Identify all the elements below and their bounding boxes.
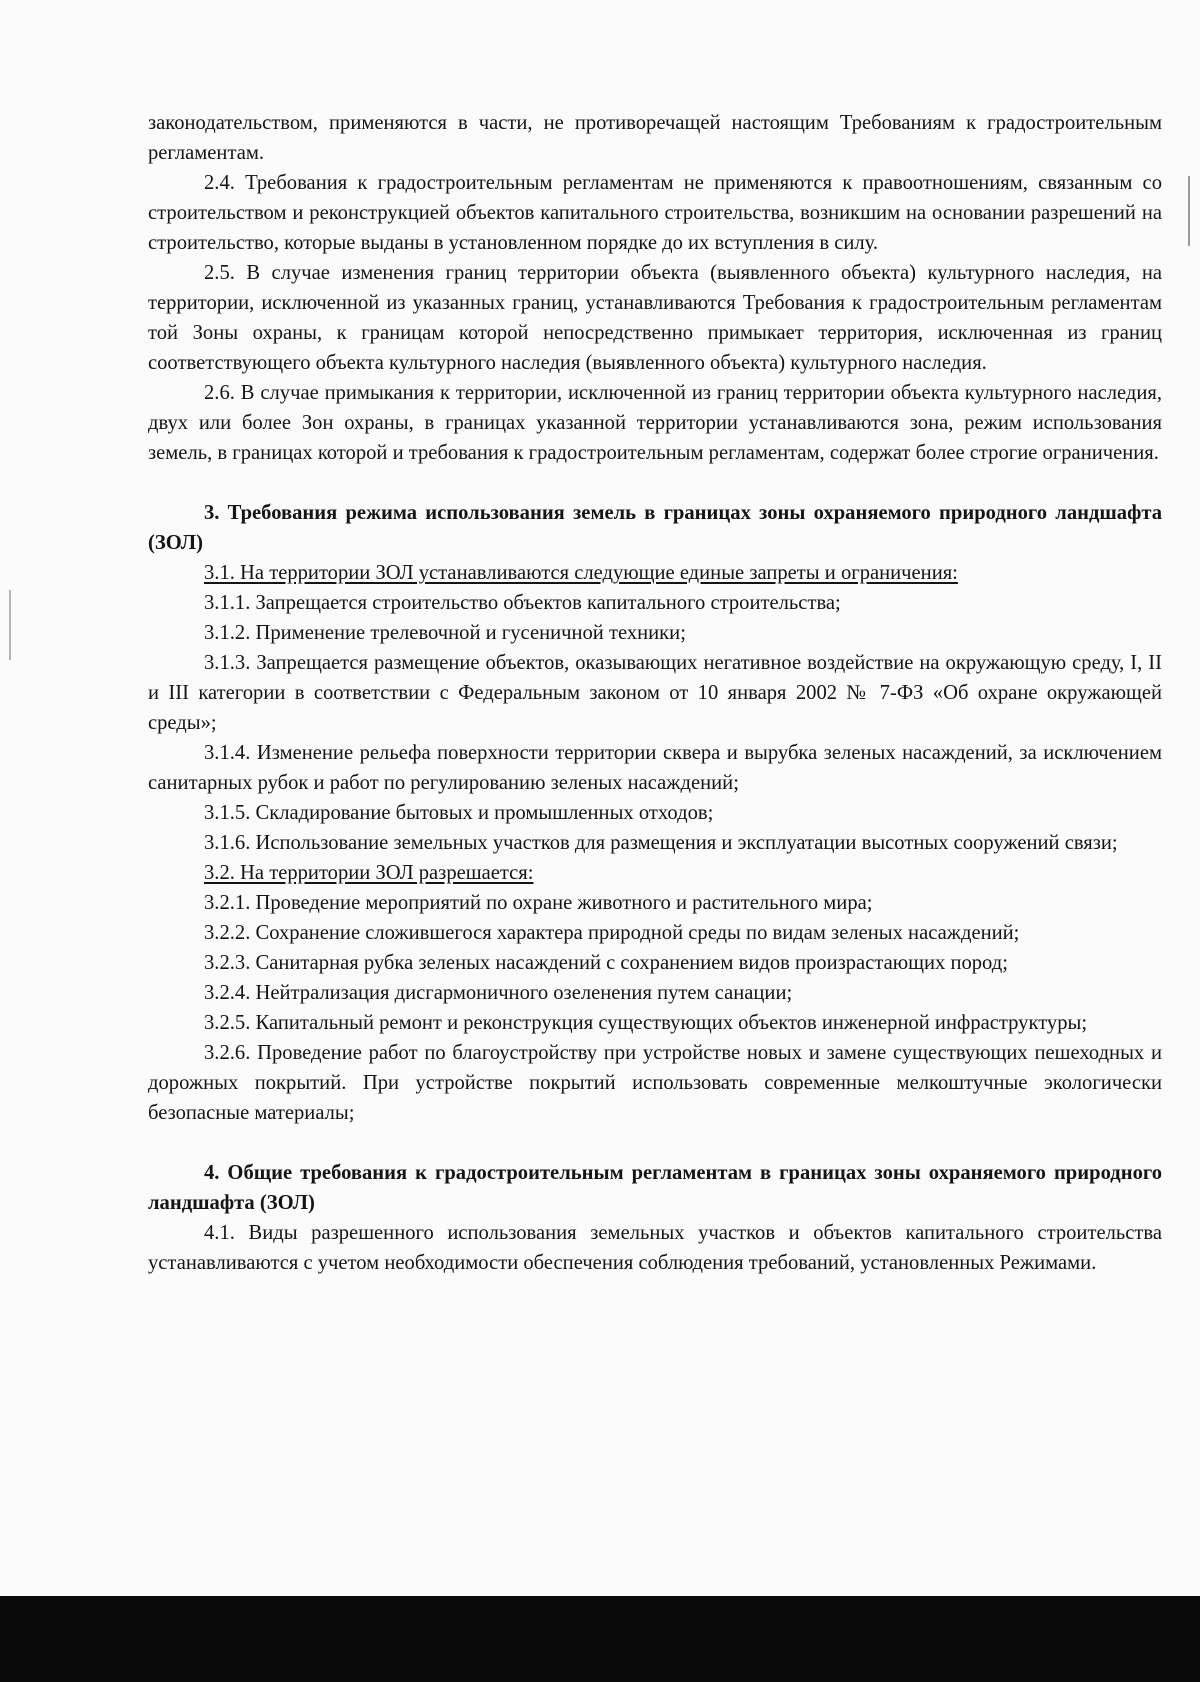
paragraph-3-1-4: 3.1.4. Изменение рельефа поверхности территории сквера и вырубка зеленых насаждений, за исключением санитарных рубок и работ по регулированию зеленых насаждений; <box>148 742 1162 794</box>
paragraph-3-1-5: 3.1.5. Складирование бытовых и промышленных отходов; <box>204 802 714 824</box>
section-4-heading: 4. Общие требования к градостроительным регламентам в границах зоны охраняемого природного ландшафта (ЗОЛ) <box>148 1162 1162 1214</box>
subsection-3-2-title: 3.2. На территории ЗОЛ разрешается: <box>204 862 534 884</box>
section-3-heading: 3. Требования режима использования земель в границах зоны охраняемого природного ландшафта (ЗОЛ) <box>148 502 1162 554</box>
paragraph-3-2-2: 3.2.2. Сохранение сложившегося характера природной среды по видам зеленых насаждений; <box>204 922 1020 944</box>
paragraph-3-1-1: 3.1.1. Запрещается строительство объектов капитального строительства; <box>204 592 841 614</box>
paragraph-3-1-3: 3.1.3. Запрещается размещение объектов, оказывающих негативное воздействие на окружающую среду, I, II и III категории в соответствии с Федеральным законом от 10 января 2002 № 7-ФЗ «Об охране окружающей среды»; <box>148 652 1162 734</box>
paragraph-3-2-1: 3.2.1. Проведение мероприятий по охране животного и растительного мира; <box>204 892 873 914</box>
paragraph-intro: законодательством, применяются в части, не противоречащей настоящим Требованиям к градостроительным регламентам. <box>148 112 1162 164</box>
subsection-3-1-title: 3.1. На территории ЗОЛ устанавливаются следующие единые запреты и ограничения: <box>204 562 958 584</box>
scan-edge-mark <box>1188 176 1190 246</box>
paragraph-4-1: 4.1. Виды разрешенного использования земельных участков и объектов капитального строительства устанавливаются с учетом необходимости обеспечения соблюдения требований, установленных Режимами. <box>148 1222 1162 1274</box>
paragraph-3-1-6: 3.1.6. Использование земельных участков для размещения и эксплуатации высотных сооружений связи; <box>204 832 1118 854</box>
paragraph-3-2-3: 3.2.3. Санитарная рубка зеленых насаждений с сохранением видов произрастающих пород; <box>204 952 1008 974</box>
paragraph-3-2-4: 3.2.4. Нейтрализация дисгармоничного озеленения путем санации; <box>204 982 793 1004</box>
document-body <box>148 108 1162 1278</box>
paragraph-3-2-5: 3.2.5. Капитальный ремонт и реконструкция существующих объектов инженерной инфраструктуры; <box>204 1012 1088 1034</box>
scan-edge-mark <box>9 590 11 660</box>
paragraph-3-1-2: 3.1.2. Применение трелевочной и гусеничной техники; <box>204 622 686 644</box>
paragraph-3-1 <box>148 558 1162 588</box>
paragraph-2-5: 2.5. В случае изменения границ территории объекта (выявленного объекта) культурного наследия, на территории, исключенной из указанных границ, устанавливаются Требования к градостроительным регламентам той Зоны охраны, к границам которой непосредственно примыкает территория, исключенная из границ соответствующего объекта культурного наследия (выявленного объекта) культурного наследия. <box>148 262 1162 374</box>
paragraph-3-2-6: 3.2.6. Проведение работ по благоустройству при устройстве новых и замене существующих пешеходных и дорожных покрытий. При устройстве покрытий использовать современные мелкоштучные экологически безопасные материалы; <box>148 1042 1162 1124</box>
paragraph-2-6: 2.6. В случае примыкания к территории, исключенной из границ территории объекта культурного наследия, двух или более Зон охраны, в границах указанной территории устанавливаются зона, режим использования земель, в границах которой и требования к градостроительным регламентам, содержат более строгие ограничения. <box>148 382 1162 464</box>
paragraph-2-4: 2.4. Требования к градостроительным регламентам не применяются к правоотношениям, связанным со строительством и реконструкцией объектов капитального строительства, возникшим на основании разрешений на строительство, которые выданы в установленном порядке до их вступления в силу. <box>148 172 1162 254</box>
paragraph-3-2 <box>148 858 1162 888</box>
scan-bottom-border <box>0 1596 1200 1682</box>
